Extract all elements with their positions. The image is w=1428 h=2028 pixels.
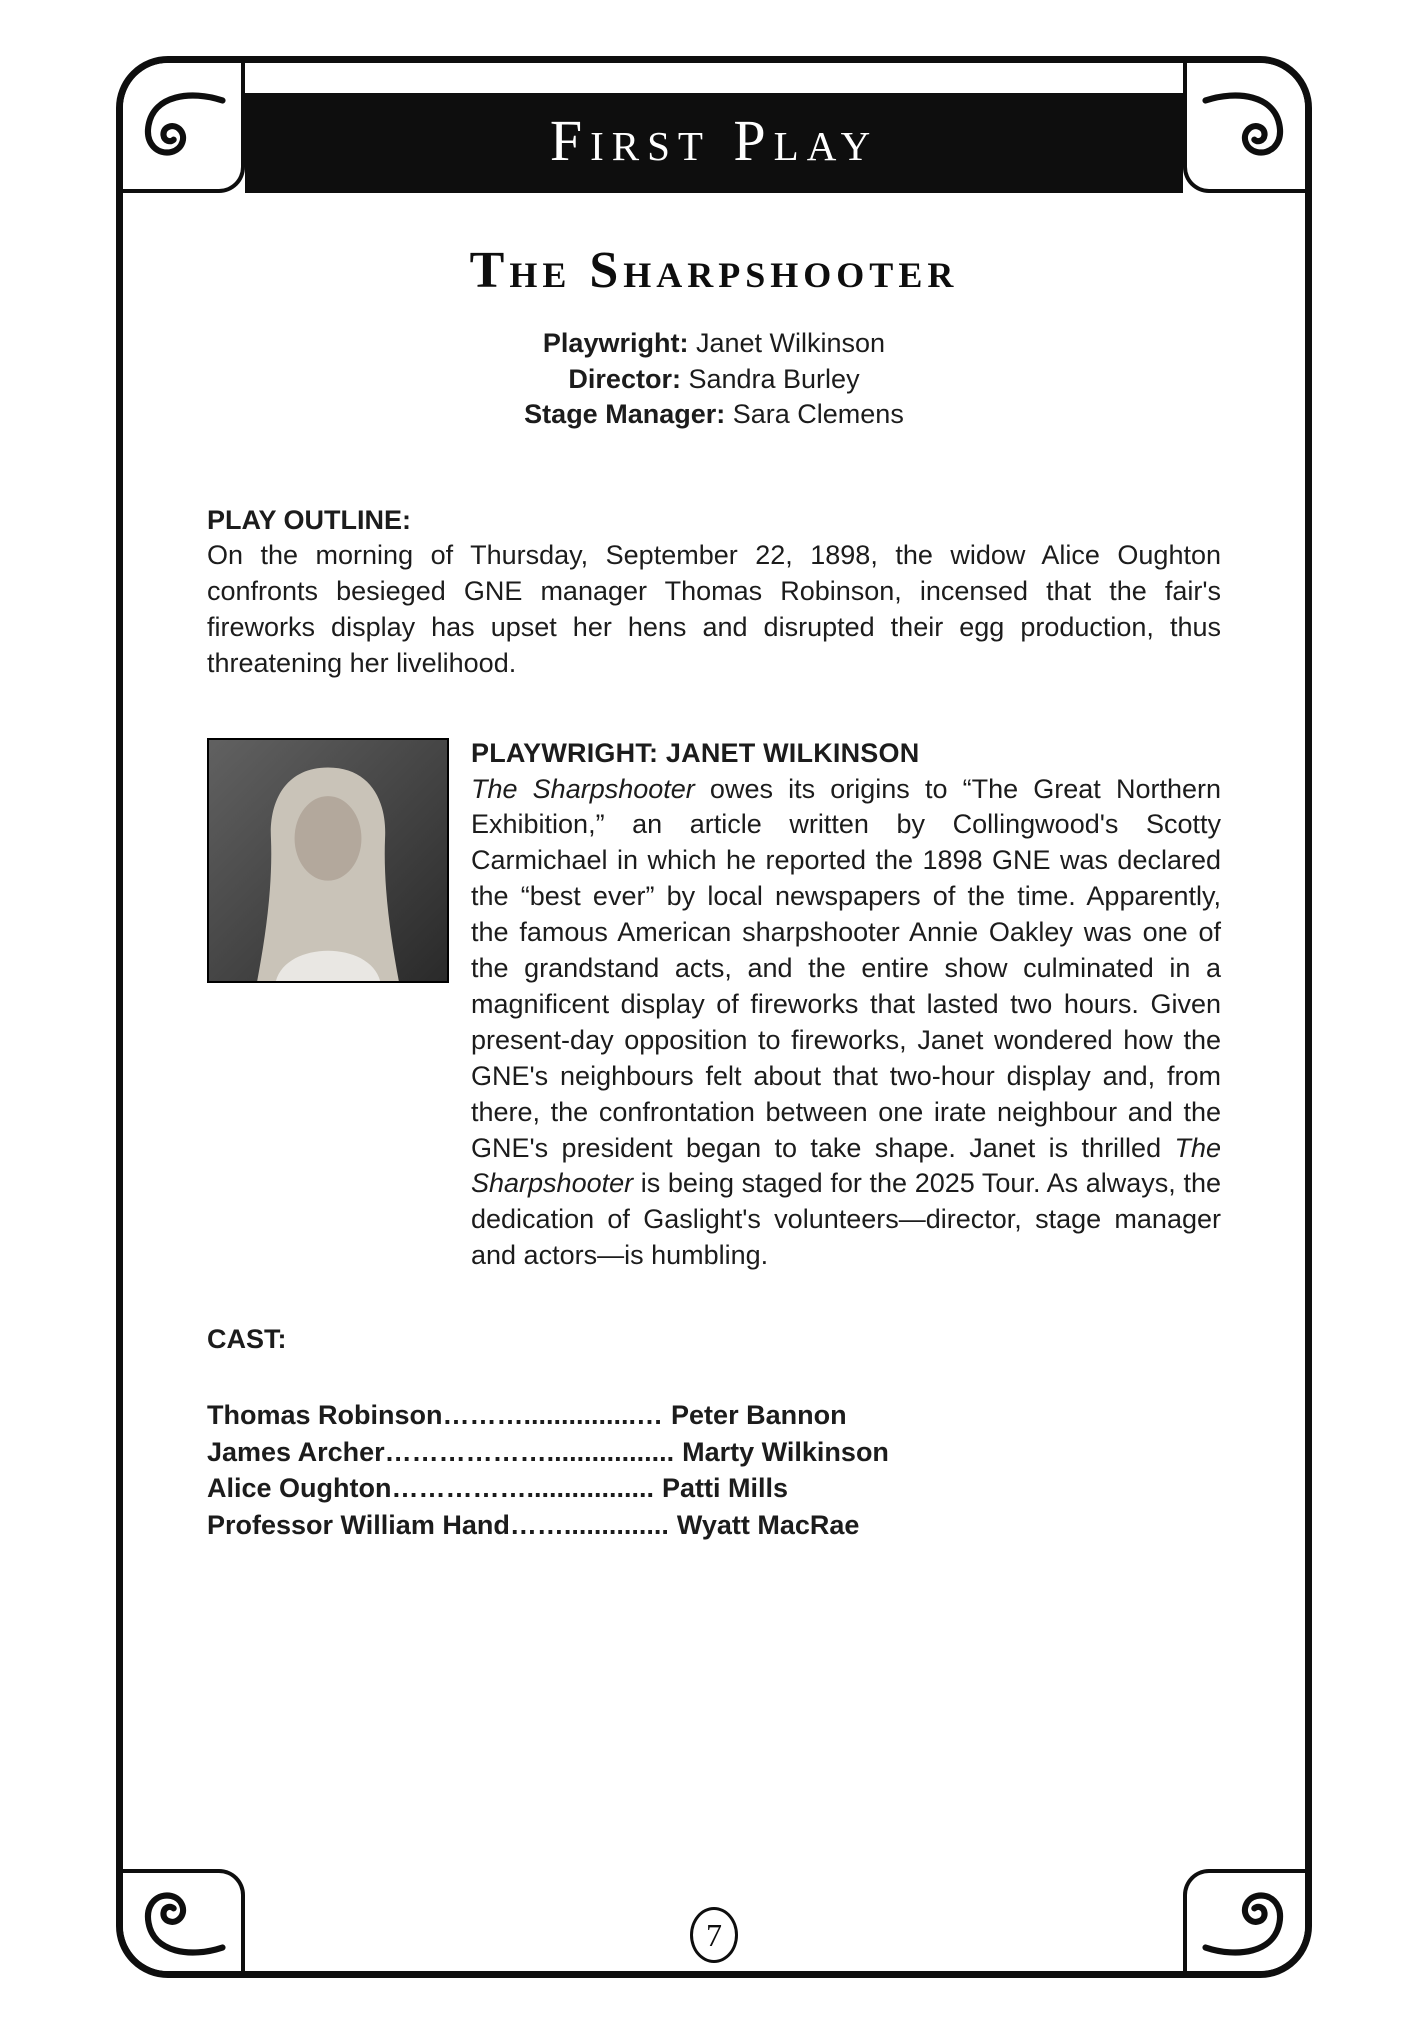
play-outline-section (207, 505, 1221, 682)
credit-label: Director: (568, 363, 681, 394)
cast-actor: Patti Mills (662, 1473, 789, 1504)
cast-role: Thomas Robinson (207, 1400, 443, 1431)
portrait-image (209, 740, 447, 981)
cast-role: James Archer (207, 1436, 385, 1467)
play-outline-text: On the morning of Thursday, September 22, 1898, the widow Alice Oughton confronts besieged GNE manager Thomas Robinson, incensed that the fair's fireworks display has upset her hens and disrupted their egg production, thus threatening her livelihood. (207, 539, 1221, 678)
credit-line (207, 362, 1221, 398)
scroll-ornament-icon (123, 1869, 245, 1971)
cast-leader-dots: …….............. (509, 1509, 669, 1540)
play-outline-heading: PLAY OUTLINE: (207, 504, 412, 535)
cast-leader-dots: ………...............… (442, 1400, 664, 1431)
scroll-flourish-icon (138, 1884, 226, 1960)
cast-actor: Peter Bannon (671, 1400, 847, 1431)
credit-value: Sara Clemens (732, 399, 904, 430)
scroll-flourish-icon (138, 88, 226, 164)
cast-list (207, 1397, 1221, 1543)
scroll-ornament-icon (123, 63, 245, 193)
cast-row (207, 1434, 1221, 1470)
cast-heading: CAST: (207, 1324, 287, 1355)
section-banner (245, 93, 1183, 193)
credit-line (207, 397, 1221, 433)
bio-text-segment: owes its origins to “The Great Northern Exhibition,” an article written by Collingwood's Scotty Carmichael in which he reported the 1898 GNE was declared the “best ever” by local newspapers of the time. Apparently, the famous American sharpshooter Annie Oakley was one of the grandstand acts, and the entire show culminated in a magnificent display of fireworks that lasted two hours. Given present-day opposition to fireworks, Janet wondered how the GNE's neighbours felt about that two-hour display and, from there, the confrontation between one irate neighbour and the GNE's president began to take shape. Janet is thrilled (471, 773, 1221, 1163)
scroll-flourish-icon (1202, 88, 1290, 164)
cast-row (207, 1470, 1221, 1506)
cast-row (207, 1507, 1221, 1543)
bio-heading: PLAYWRIGHT: JANET WILKINSON (471, 737, 920, 768)
play-title: The Sharpshooter (469, 242, 959, 299)
credits-block (207, 326, 1221, 433)
credit-label: Stage Manager: (524, 399, 726, 430)
cast-role: Alice Oughton (207, 1473, 392, 1504)
playwright-photo (207, 738, 449, 983)
bio-text (471, 772, 1221, 1275)
credit-label: Playwright: (542, 328, 689, 358)
scroll-flourish-icon (1202, 1884, 1290, 1960)
page-number: 7 (690, 1907, 738, 1963)
bio-text-segment: is being staged for the 2025 Tour. As always, the dedication of Gaslight's volunteers—director, stage manager and actors—is humbling. (471, 1168, 1221, 1271)
header-band (123, 63, 1305, 193)
bio-text-segment: The Sharpshooter (471, 1132, 1221, 1199)
cast-actor: Wyatt MacRae (676, 1509, 860, 1540)
bio-text-segment: The Sharpshooter (471, 773, 695, 804)
scroll-ornament-icon (1183, 63, 1305, 193)
scroll-ornament-icon (1183, 1869, 1305, 1971)
playwright-bio-section (207, 738, 1221, 1275)
program-page-frame (116, 56, 1312, 1978)
page-content (123, 241, 1305, 1543)
cast-actor: Marty Wilkinson (682, 1436, 889, 1467)
credit-value: Janet Wilkinson (695, 328, 886, 358)
section-title: First Play (549, 107, 879, 173)
cast-leader-dots: ………………................. (384, 1436, 675, 1467)
cast-leader-dots: ……………................. (391, 1473, 655, 1504)
credit-value: Sandra Burley (688, 363, 860, 394)
cast-row (207, 1397, 1221, 1433)
bio-text-column (471, 738, 1221, 1275)
cast-role: Professor William Hand (207, 1509, 510, 1540)
credit-line (207, 326, 1221, 362)
